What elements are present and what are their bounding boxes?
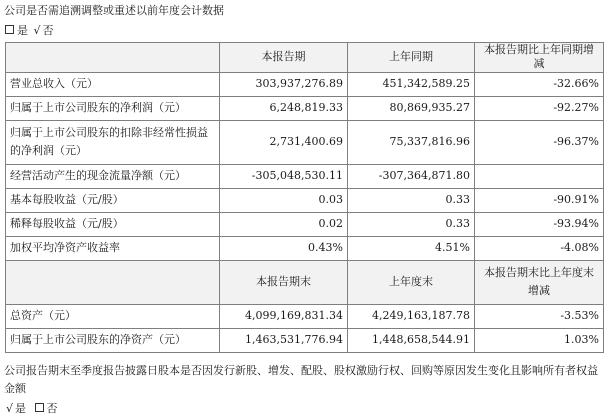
table1-header-blank xyxy=(6,43,220,73)
no-checkbox[interactable] xyxy=(35,403,44,412)
table-row xyxy=(6,72,604,96)
row-label: 营业总收入（元） xyxy=(6,72,220,96)
prior-value: 4.51% xyxy=(348,236,475,260)
table2-header-row xyxy=(6,260,604,304)
table2-header-blank xyxy=(6,260,220,304)
table1-header-current-period: 本报告期 xyxy=(220,43,348,73)
period-end-value: 1,463,531,776.94 xyxy=(220,328,348,352)
prior-year-end-value: 1,448,658,544.91 xyxy=(348,328,475,352)
period-end-value: 4,099,169,831.34 xyxy=(220,304,348,328)
table2-header-period-end: 本报告期末 xyxy=(220,260,348,304)
table-row xyxy=(6,120,604,164)
yes-label: 是 xyxy=(15,402,27,415)
row-label: 总资产（元） xyxy=(6,304,220,328)
row-label: 归属于上市公司股东的净资产（元） xyxy=(6,328,220,352)
table-row xyxy=(6,212,604,236)
table-row xyxy=(6,236,604,260)
prior-value: 0.33 xyxy=(348,188,475,212)
prior-value: 0.33 xyxy=(348,212,475,236)
table-row xyxy=(6,188,604,212)
check-mark: √ xyxy=(33,24,41,37)
restatement-options xyxy=(4,24,54,38)
row-label: 归属于上市公司股东的扣除非经常性损益的净利润（元） xyxy=(6,120,220,164)
financial-data-table xyxy=(5,42,604,353)
change-value: -90.91% xyxy=(475,188,604,212)
no-label: 否 xyxy=(46,402,58,415)
table2-header-prior-year-end: 上年度末 xyxy=(348,260,475,304)
yes-checkbox[interactable] xyxy=(5,25,14,34)
row-label: 经营活动产生的现金流量净额（元） xyxy=(6,164,220,188)
share-capital-options xyxy=(4,402,58,416)
prior-value: 80,869,935.27 xyxy=(348,96,475,120)
table-row xyxy=(6,96,604,120)
change-value xyxy=(475,164,604,188)
current-value: -305,048,530.11 xyxy=(220,164,348,188)
row-label: 基本每股收益（元/股） xyxy=(6,188,220,212)
change-value: -93.94% xyxy=(475,212,604,236)
table-row xyxy=(6,328,604,352)
change-value: -32.66% xyxy=(475,72,604,96)
change-value: -3.53% xyxy=(475,304,604,328)
prior-value: -307,364,871.80 xyxy=(348,164,475,188)
check-mark: √ xyxy=(6,402,14,415)
change-value: 1.03% xyxy=(475,328,604,352)
change-value: -4.08% xyxy=(475,236,604,260)
table-row xyxy=(6,304,604,328)
yes-label: 是 xyxy=(17,24,28,37)
current-value: 2,731,400.69 xyxy=(220,120,348,164)
current-value: 0.43% xyxy=(220,236,348,260)
change-value: -92.27% xyxy=(475,96,604,120)
prior-value: 451,342,589.25 xyxy=(348,72,475,96)
current-value: 6,248,819.33 xyxy=(220,96,348,120)
row-label: 归属于上市公司股东的净利润（元） xyxy=(6,96,220,120)
current-value: 0.03 xyxy=(220,188,348,212)
row-label: 加权平均净资产收益率 xyxy=(6,236,220,260)
no-label: 否 xyxy=(42,24,54,37)
prior-value: 75,337,816.96 xyxy=(348,120,475,164)
table-row xyxy=(6,164,604,188)
share-capital-question: 公司报告期末至季度报告披露日股本是否因发行新股、增发、配股、股权激励行权、回购等原因发生变化且影响所有者权益金额 xyxy=(4,364,598,395)
restatement-question: 公司是否需追溯调整或重述以前年度会计数据 xyxy=(4,4,224,17)
change-value: -96.37% xyxy=(475,120,604,164)
current-value: 0.02 xyxy=(220,212,348,236)
table2-header-change: 本报告期末比上年度末增减 xyxy=(475,260,604,304)
table1-header-row xyxy=(6,43,604,73)
current-value: 303,937,276.89 xyxy=(220,72,348,96)
prior-year-end-value: 4,249,163,187.78 xyxy=(348,304,475,328)
table1-header-prior-period: 上年同期 xyxy=(348,43,475,73)
table1-header-change: 本报告期比上年同期增减 xyxy=(475,43,604,73)
row-label: 稀释每股收益（元/股） xyxy=(6,212,220,236)
